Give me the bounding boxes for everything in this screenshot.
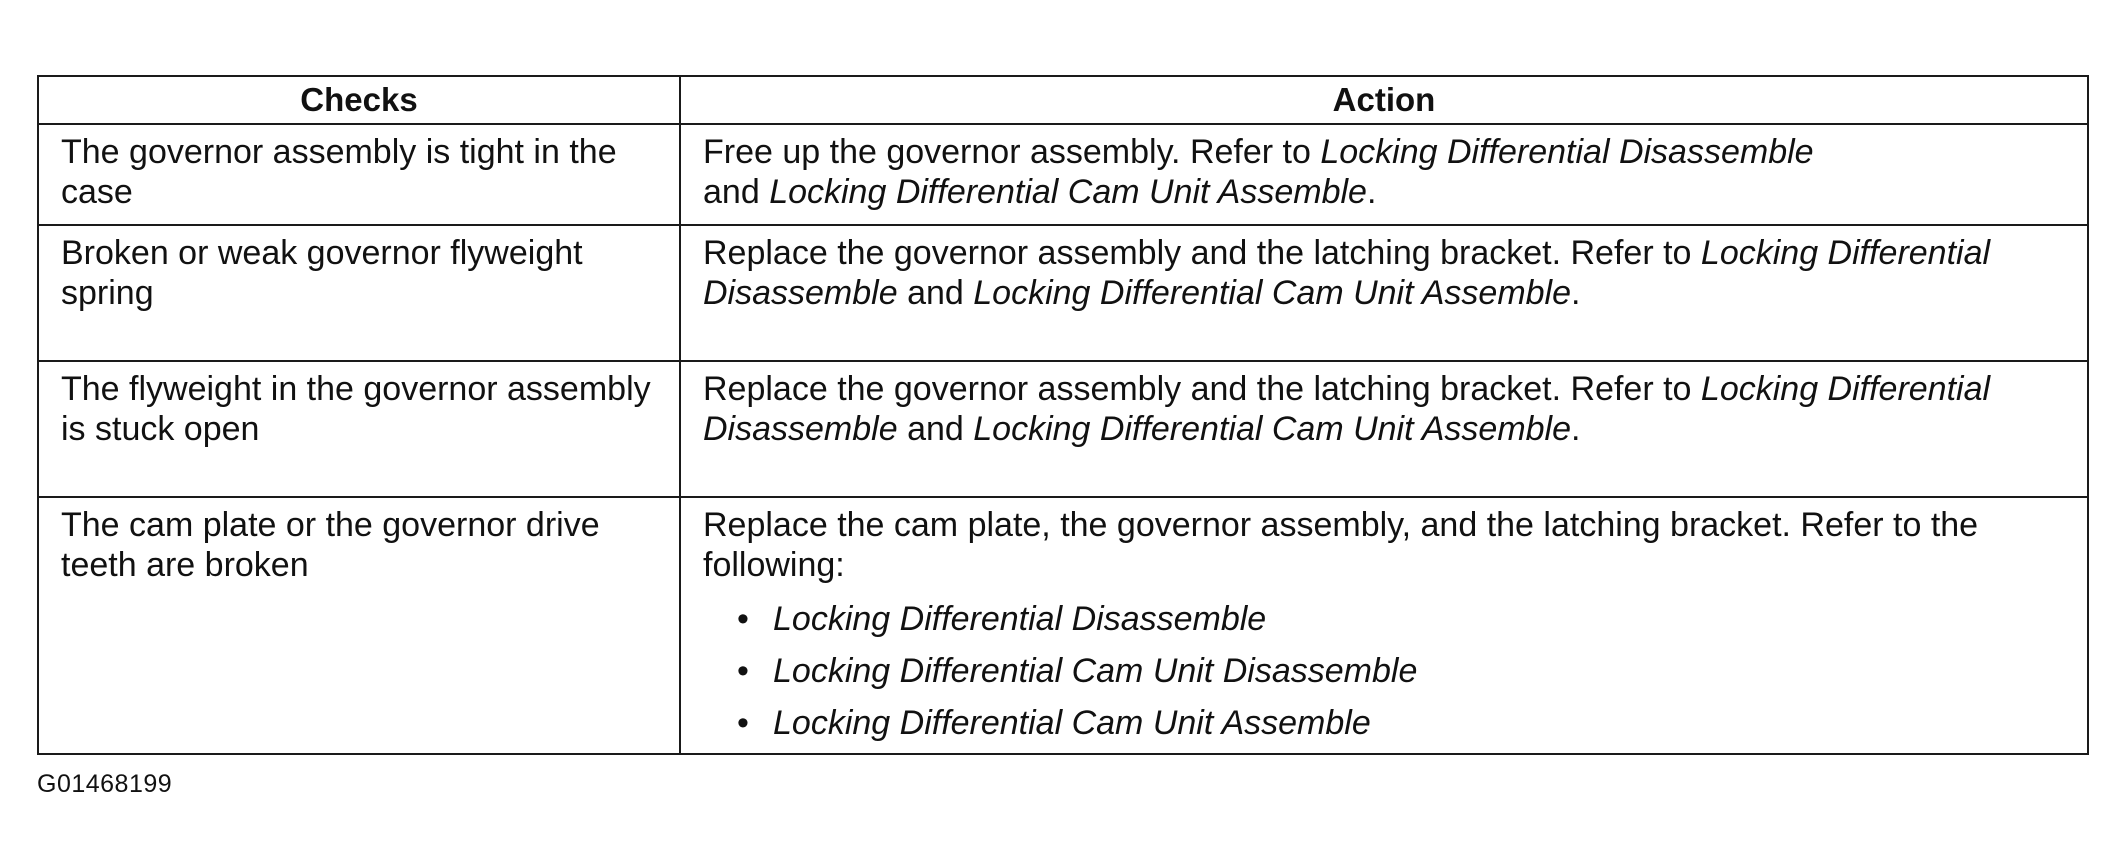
table-header-row (38, 76, 2088, 124)
action-text: and (907, 410, 964, 448)
action-text: and (703, 173, 760, 211)
action-period: . (1571, 410, 1581, 448)
action-text: and (907, 274, 964, 312)
table-row (38, 225, 2088, 361)
action-cell (680, 361, 2088, 497)
check-cell (38, 361, 680, 497)
check-text: Broken or weak governor flyweight spring (61, 234, 583, 312)
list-item (737, 645, 2077, 697)
reference-list (703, 593, 2077, 749)
bullet-icon: • (737, 600, 749, 638)
procedure-reference: Locking Differential Disassemble (773, 600, 1267, 638)
check-text: The cam plate or the governor drive teeth are broken (61, 506, 600, 584)
bullet-icon: • (737, 704, 749, 742)
table-row (38, 361, 2088, 497)
procedure-reference: Locking Differential Cam Unit Assemble (973, 410, 1572, 448)
procedure-reference: Locking Differential Disassemble (1320, 133, 1814, 171)
procedure-reference: Locking Differential Cam Unit Assemble (973, 274, 1572, 312)
action-period: . (1366, 173, 1377, 211)
action-cell (680, 124, 2088, 225)
list-item (737, 593, 2077, 645)
table-row (38, 124, 2088, 225)
table-row (38, 497, 2088, 754)
action-cell (680, 225, 2088, 361)
list-item (737, 697, 2077, 749)
procedure-reference: Locking Differential Cam Unit Assemble (769, 173, 1367, 211)
check-text: The governor assembly is tight in the case (61, 133, 617, 211)
procedure-reference: Locking Differential Disassemble (703, 370, 1991, 448)
action-period: . (1571, 274, 1581, 312)
check-text: The flyweight in the governor assembly is stuck open (61, 370, 651, 448)
action-text: Replace the cam plate, the governor assembly, and the latching bracket. Refer to the following: (703, 506, 1979, 584)
column-header-action: Action (680, 76, 2088, 124)
diagnostic-table (37, 75, 2089, 755)
procedure-reference: Locking Differential Cam Unit Assemble (773, 704, 1371, 742)
procedure-reference: Locking Differential Cam Unit Disassemble (773, 652, 1418, 690)
figure-id: G01468199 (37, 770, 173, 798)
procedure-reference: Locking Differential Disassemble (703, 234, 1991, 312)
action-text: Free up the governor assembly. Refer to (703, 133, 1311, 171)
check-cell (38, 497, 680, 754)
bullet-icon: • (737, 652, 749, 690)
action-text: Replace the governor assembly and the latching bracket. Refer to (703, 370, 1692, 408)
action-text: Replace the governor assembly and the latching bracket. Refer to (703, 234, 1692, 272)
action-cell (680, 497, 2088, 754)
check-cell (38, 124, 680, 225)
check-cell (38, 225, 680, 361)
column-header-checks: Checks (38, 76, 680, 124)
